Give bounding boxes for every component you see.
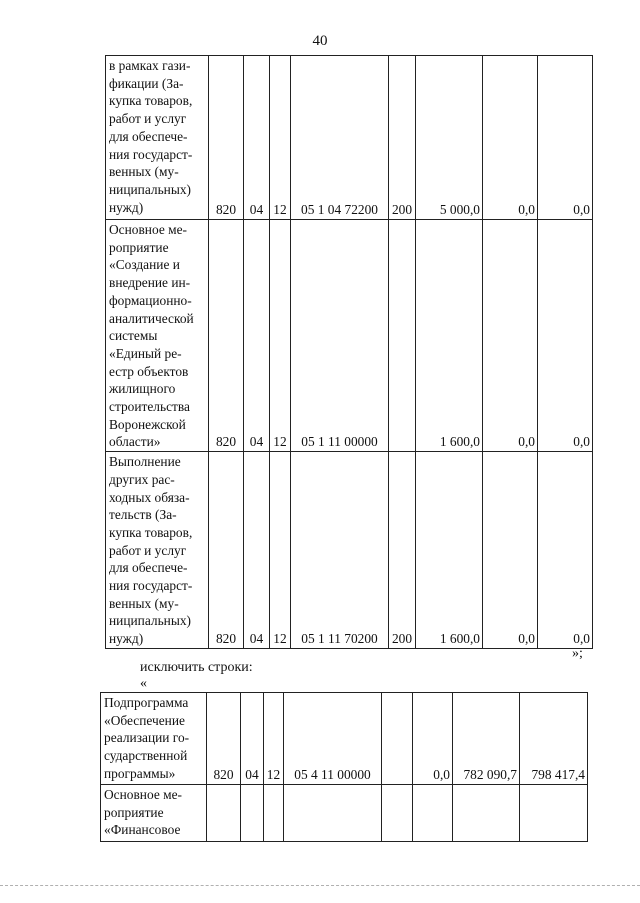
cell-year2: 782 090,7: [453, 693, 520, 785]
scan-edge-divider: [0, 885, 640, 886]
cell-vr: [389, 220, 416, 452]
row-name: Основное ме- роприятие «Создание и внедрение ин- формационно- аналитической системы «Единый ре- естр объектов жилищного строительства Воронежской области»: [106, 220, 209, 452]
cell-vr: 200: [389, 452, 416, 649]
table-row: [101, 693, 588, 785]
budget-table-excluded: [100, 692, 588, 842]
row-name: в рамках гази- фикации (За- купка товаров, работ и услуг для обеспече- ния государст- венных (му- ниципальных) нужд): [106, 56, 209, 220]
opening-quote: «: [140, 676, 147, 691]
cell-year1: 1 600,0: [416, 452, 483, 649]
cell-year2: 0,0: [483, 56, 538, 220]
row-name: Выполнение других рас- ходных обяза- тельств (За- купка товаров, работ и услуг для обеспече- ния государст- венных (му- ниципальных) нужд): [106, 452, 209, 649]
table-row: [106, 452, 593, 649]
cell-year3: 0,0: [538, 56, 593, 220]
cell-rz: [241, 785, 264, 842]
cell-rz: 04: [244, 220, 270, 452]
cell-rz: 04: [244, 452, 270, 649]
cell-year2: 0,0: [483, 220, 538, 452]
cell-csr: 05 1 11 70200: [291, 452, 389, 649]
cell-year3: [520, 785, 588, 842]
instruction-text: исключить строки:: [140, 660, 253, 675]
row-name: Подпрограмма «Обеспечение реализации го- сударственной программы»: [101, 693, 207, 785]
cell-csr: 05 4 11 00000: [284, 693, 382, 785]
cell-pr: 12: [270, 452, 291, 649]
cell-vr: [382, 693, 413, 785]
budget-table-continued: [105, 55, 593, 649]
closing-quote: »;: [572, 646, 583, 661]
cell-pr: 12: [270, 56, 291, 220]
cell-gr: 820: [209, 56, 244, 220]
table-row: [101, 785, 588, 842]
cell-year3: 0,0: [538, 452, 593, 649]
cell-rz: 04: [241, 693, 264, 785]
cell-year1: 5 000,0: [416, 56, 483, 220]
cell-year1: 0,0: [413, 693, 453, 785]
cell-csr: 05 1 04 72200: [291, 56, 389, 220]
cell-year1: [413, 785, 453, 842]
cell-year3: 0,0: [538, 220, 593, 452]
cell-pr: 12: [264, 693, 284, 785]
cell-year1: 1 600,0: [416, 220, 483, 452]
cell-gr: 820: [209, 452, 244, 649]
cell-rz: 04: [244, 56, 270, 220]
cell-gr: 820: [207, 693, 241, 785]
cell-csr: [284, 785, 382, 842]
cell-vr: 200: [389, 56, 416, 220]
cell-year3: 798 417,4: [520, 693, 588, 785]
page-number: 40: [312, 33, 328, 49]
cell-pr: 12: [270, 220, 291, 452]
cell-year2: [453, 785, 520, 842]
cell-gr: [207, 785, 241, 842]
cell-pr: [264, 785, 284, 842]
row-name: Основное ме- роприятие «Финансовое: [101, 785, 207, 842]
cell-vr: [382, 785, 413, 842]
table-row: [106, 56, 593, 220]
cell-csr: 05 1 11 00000: [291, 220, 389, 452]
cell-year2: 0,0: [483, 452, 538, 649]
table-row: [106, 220, 593, 452]
cell-gr: 820: [209, 220, 244, 452]
